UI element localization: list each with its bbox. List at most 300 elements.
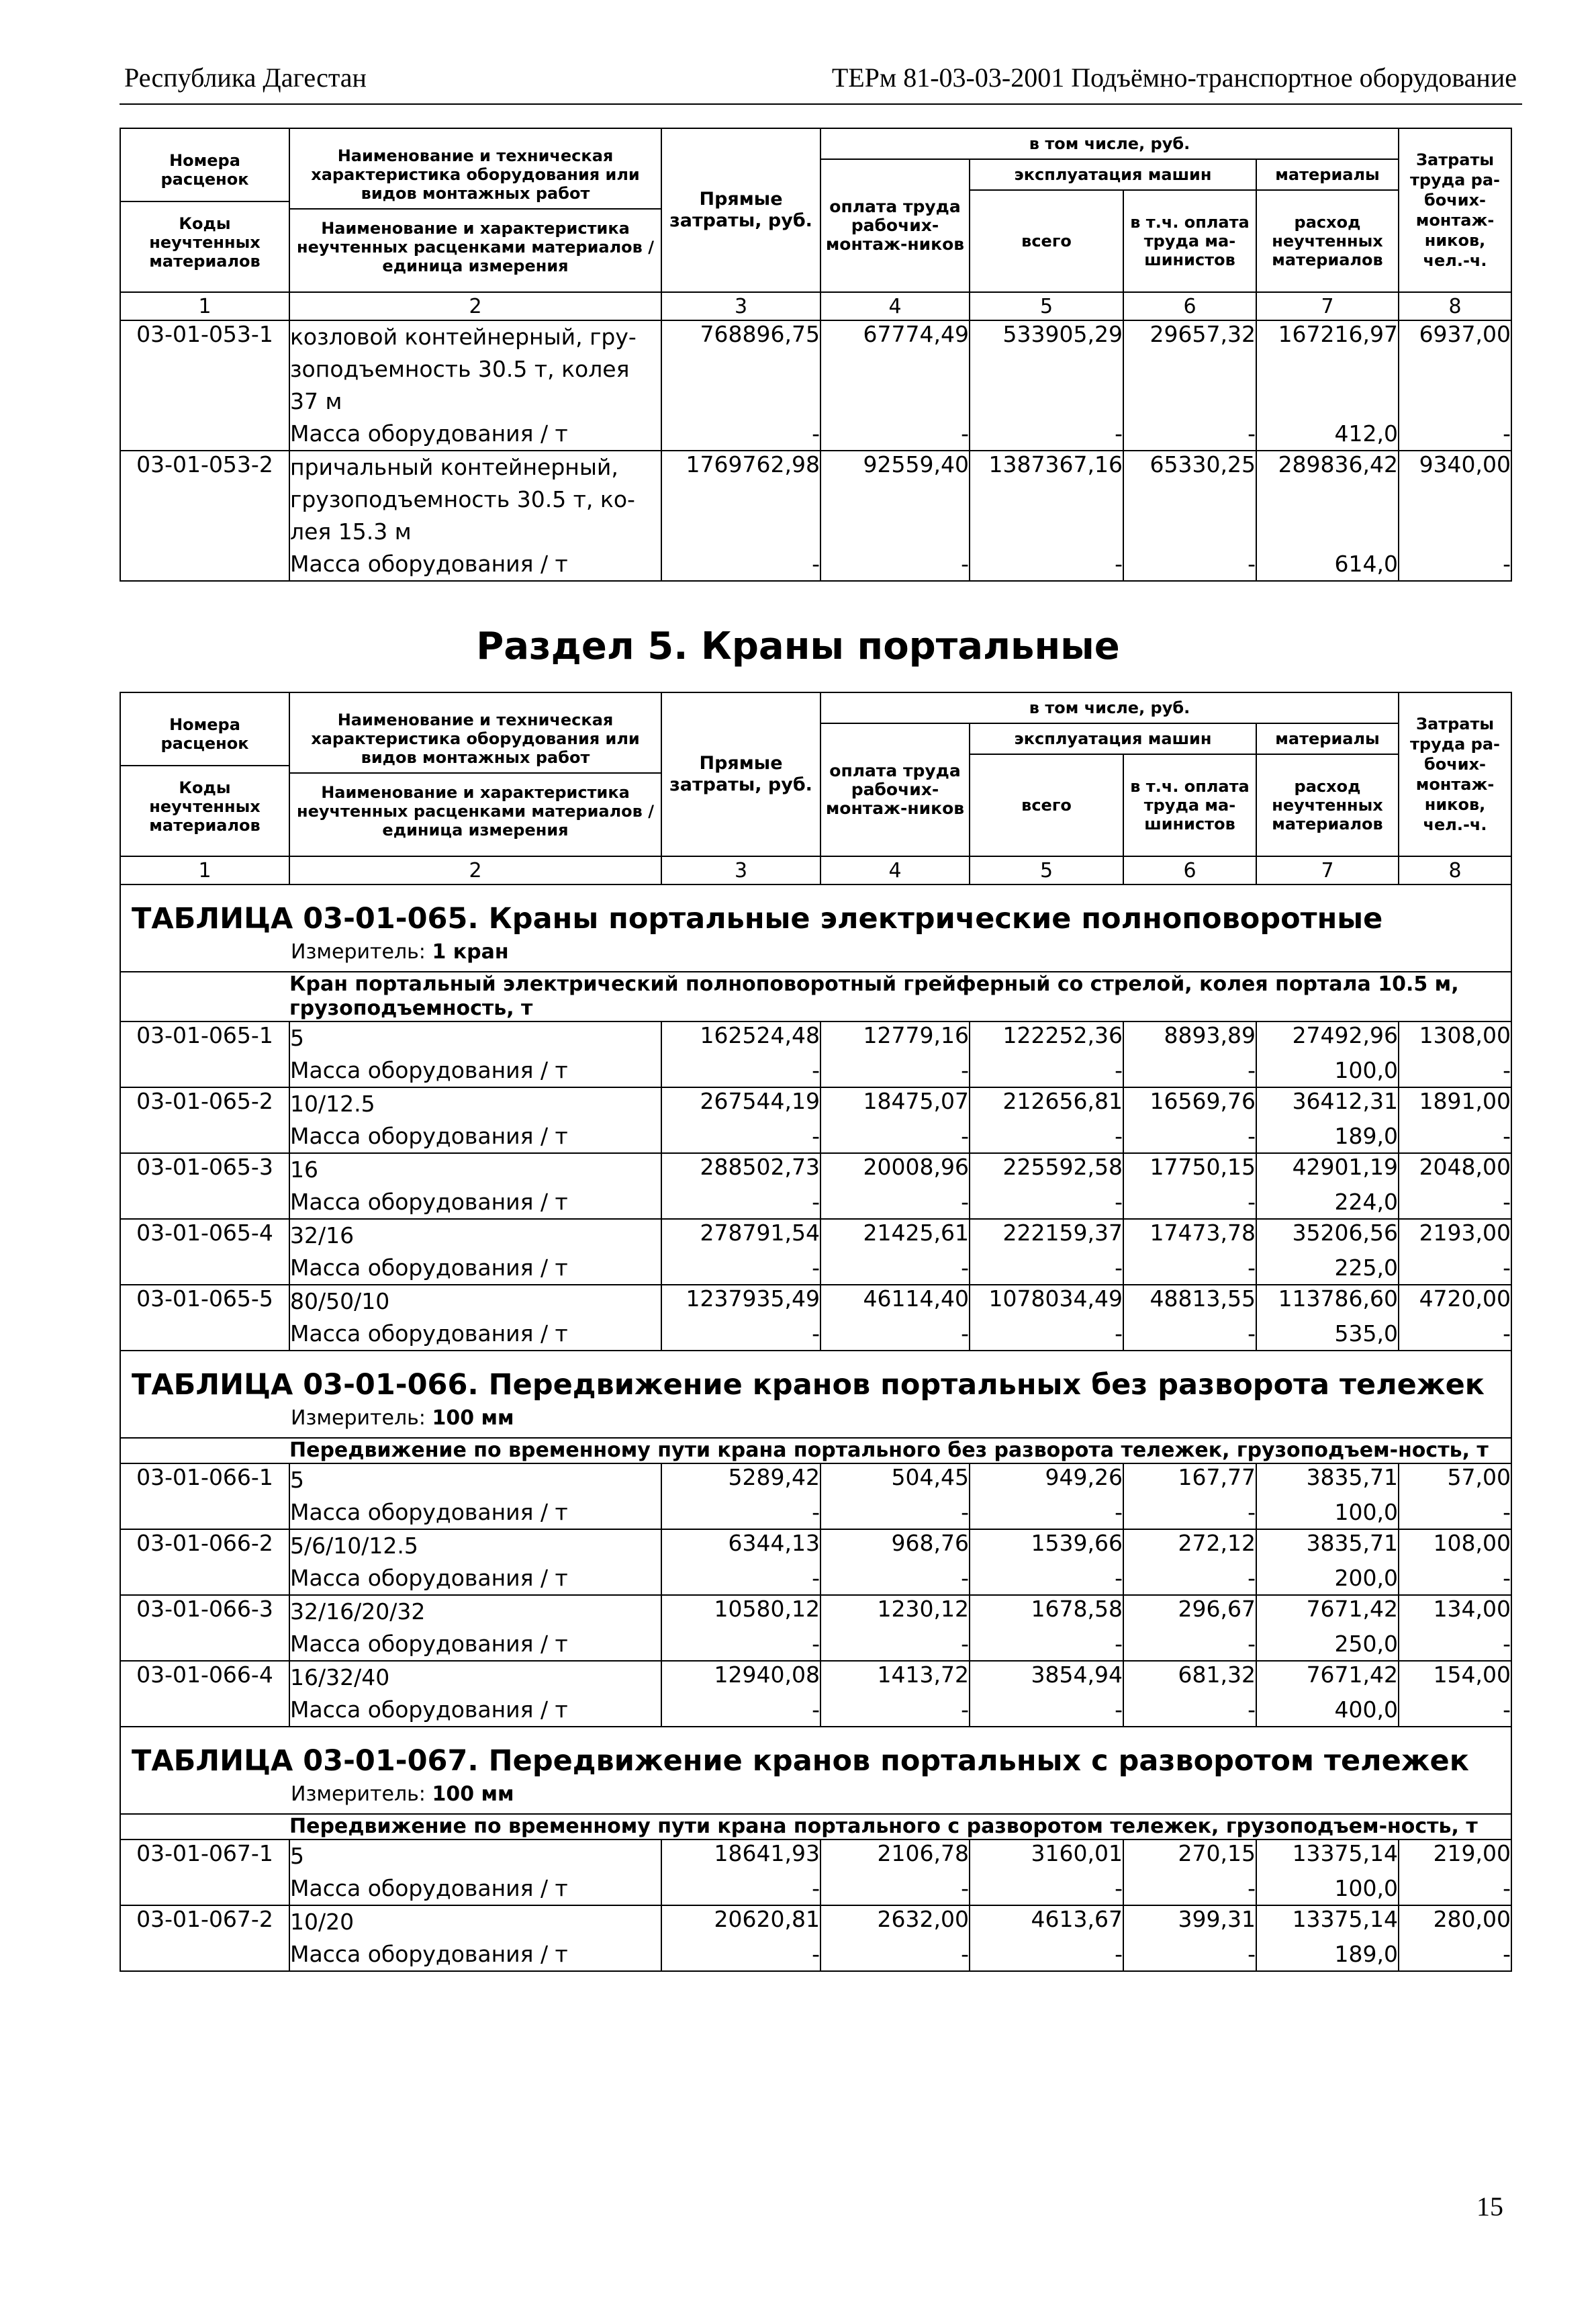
rate-value [970,1595,1123,1661]
header-name-top: Наименование и техническая характеристика оборудования или видов монтажных работ [311,146,640,203]
rate-value [661,1153,820,1219]
equipment-name: 5 [290,1025,304,1051]
table-title-row [120,1351,1511,1438]
mass-value: 400,0 [1334,1696,1399,1723]
mass-value: 535,0 [1334,1320,1399,1347]
rate-value [1256,1087,1399,1153]
mass-value: 189,0 [1334,1941,1399,1967]
rate-value [1256,1595,1399,1661]
rate-name [289,1021,661,1087]
mass-value: - [1248,1875,1256,1901]
rate-value [970,1153,1123,1219]
value: 3835,71 [1306,1464,1399,1490]
mass-label: Масса оборудования / т [290,1631,568,1657]
mass-value: - [1115,1057,1123,1083]
header-name [289,128,661,292]
value: 681,32 [1178,1662,1256,1688]
rate-value [1399,451,1511,581]
rate-row [120,1285,1511,1351]
mass-value: - [812,1255,820,1281]
mass-value: - [1115,551,1123,577]
rate-code: 03-01-066-2 [120,1529,289,1595]
table-title: ТАБЛИЦА 03-01-067. Передвижение кранов портальных с разворотом тележек [132,1744,1469,1778]
rate-value [1256,1661,1399,1727]
value: 289836,42 [1278,451,1399,478]
mass-value: - [1503,1255,1511,1281]
table-title-cell [120,884,1511,972]
unit-label: Измеритель: [291,940,426,964]
mass-value: - [1503,1696,1511,1723]
table-title-row [120,1727,1511,1814]
table-unit [291,938,1511,967]
mass-label: Масса оборудования / т [290,1499,568,1525]
rate-value [661,1839,820,1905]
mass-value: - [812,1941,820,1967]
header-machines: эксплуатация машин [970,723,1256,754]
value: 3835,71 [1306,1530,1399,1556]
mass-value: - [812,1875,820,1901]
column-number: 6 [1123,292,1256,320]
rate-value [1399,1905,1511,1971]
rate-value [970,1529,1123,1595]
value: 272,12 [1178,1530,1256,1556]
rate-value [1256,1529,1399,1595]
mass-value: - [1503,1057,1511,1083]
value: 42901,19 [1292,1154,1399,1180]
mass-value: 100,0 [1334,1499,1399,1525]
header-number-row [120,856,1511,884]
rate-value [1399,1839,1511,1905]
value: 222159,37 [1002,1220,1123,1246]
mass-value: - [961,1255,969,1281]
value: 154,00 [1433,1662,1511,1688]
table-title-row [120,884,1511,972]
rate-value [970,451,1123,581]
value: 162524,48 [700,1022,820,1048]
rate-row [120,1661,1511,1727]
rate-value [1256,451,1399,581]
header-materials-use: расход неучтенных материалов [1256,190,1399,292]
value: 768896,75 [700,321,820,347]
rate-value [1123,451,1256,581]
rate-value [970,1285,1123,1351]
rate-value [1399,1595,1511,1661]
unit-value: 100 мм [432,1782,514,1806]
value: 17750,15 [1149,1154,1256,1180]
mass-value: 614,0 [1334,551,1399,577]
rate-value [1123,1463,1256,1529]
mass-value: - [1115,1631,1123,1657]
value: 288502,73 [700,1154,820,1180]
rate-value [661,320,820,451]
mass-value: - [1115,420,1123,447]
header-row [120,128,1511,159]
equipment-name: 32/16/20/32 [290,1598,426,1625]
column-number: 6 [1123,856,1256,884]
value: 2632,00 [877,1906,969,1932]
rate-value [1256,320,1399,451]
rates-table-continued [120,128,1512,582]
column-number: 3 [661,856,820,884]
column-number: 3 [661,292,820,320]
header-materials-use: расход неучтенных материалов [1256,754,1399,856]
mass-value: - [961,1320,969,1347]
mass-value: - [1503,1941,1511,1967]
value: 21425,61 [863,1220,969,1246]
value: 167,77 [1178,1464,1256,1490]
rate-value [970,1839,1123,1905]
section-title: Раздел 5. Краны портальные [476,625,1120,668]
rate-value [1256,1153,1399,1219]
rate-value [820,1595,970,1661]
rate-value [820,1905,970,1971]
header-code [120,692,289,856]
value: 12940,08 [714,1662,820,1688]
rate-value [1123,1839,1256,1905]
equipment-name: 32/16 [290,1222,355,1248]
mass-value: - [1115,1875,1123,1901]
rate-code: 03-01-065-4 [120,1219,289,1285]
mass-value: - [1115,1696,1123,1723]
rate-name [289,1905,661,1971]
value: 167216,97 [1278,321,1399,347]
header-machines: эксплуатация машин [970,159,1256,190]
rate-code: 03-01-067-1 [120,1839,289,1905]
rate-value [1399,1463,1511,1529]
mass-value: 412,0 [1334,420,1399,447]
value: 1413,72 [877,1662,969,1688]
mass-value: - [1503,1189,1511,1215]
value: 13375,14 [1292,1906,1399,1932]
subtitle-spacer [120,1814,289,1839]
value: 20620,81 [714,1906,820,1932]
mass-value: - [812,1631,820,1657]
table-unit [291,1780,1511,1809]
mass-value: - [812,1123,820,1149]
value: 278791,54 [700,1220,820,1246]
equipment-name: 80/50/10 [290,1288,390,1314]
value: 67774,49 [863,321,969,347]
rate-value [1399,320,1511,451]
header-direct-costs: Прямые затраты, руб. [661,692,820,856]
mass-value: - [1503,1875,1511,1901]
header-row [120,692,1511,723]
rate-value [970,1021,1123,1087]
mass-value: - [1248,1057,1256,1083]
table-subtitle: Передвижение по временному пути крана портального без разворота тележек, грузоподъем-ность, т [289,1438,1511,1463]
mass-value: - [1115,1123,1123,1149]
mass-value: - [1115,1255,1123,1281]
mass-value: - [1248,1696,1256,1723]
header-name-bottom: Наименование и характеристика неучтенных расценками материалов / единица измерения [290,772,661,844]
rate-value [1399,1087,1511,1153]
rate-value [1123,1285,1256,1351]
column-number: 2 [289,856,661,884]
equipment-name: 5 [290,1843,304,1869]
value: 399,31 [1178,1906,1256,1932]
rate-name [289,1595,661,1661]
rate-value [1399,1219,1511,1285]
column-number: 4 [820,856,970,884]
mass-label: Масса оборудования / т [290,1875,568,1901]
value: 17473,78 [1149,1220,1256,1246]
value: 2048,00 [1419,1154,1511,1180]
table-title-cell [120,1351,1511,1438]
rate-value [661,1905,820,1971]
rate-name [289,1219,661,1285]
value: 5289,42 [728,1464,820,1490]
column-number: 1 [120,856,289,884]
mass-value: - [961,420,969,447]
mass-value: 200,0 [1334,1565,1399,1591]
value: 280,00 [1433,1906,1511,1932]
rate-value [820,1285,970,1351]
value: 7671,42 [1306,1596,1399,1622]
value: 2106,78 [877,1840,969,1866]
mass-value: - [1248,1941,1256,1967]
equipment-name: козловой контейнерный, гру-зоподъемность 30.5 т, колея 37 м [290,324,637,414]
column-number: 7 [1256,292,1399,320]
mass-value: - [812,551,820,577]
rate-value [661,451,820,581]
rate-value [820,1219,970,1285]
value: 46114,40 [863,1285,969,1312]
mass-value: 224,0 [1334,1189,1399,1215]
header-labor: Затраты труда ра-бочих-монтаж-ников, чел.-ч. [1399,692,1511,856]
rate-value [820,451,970,581]
mass-label: Масса оборудования / т [290,1565,568,1591]
mass-label: Масса оборудования / т [290,1189,568,1215]
value: 8893,89 [1164,1022,1256,1048]
rate-value [820,1661,970,1727]
rate-value [661,1021,820,1087]
header-name-bottom: Наименование и характеристика неучтенных расценками материалов / единица измерения [290,208,661,279]
rate-value [1399,1529,1511,1595]
mass-value: 100,0 [1334,1875,1399,1901]
value: 2193,00 [1419,1220,1511,1246]
equipment-name: 5 [290,1467,304,1493]
value: 949,26 [1045,1464,1123,1490]
unit-label: Измеритель: [291,1782,426,1806]
value: 6344,13 [728,1530,820,1556]
mass-value: - [1115,1941,1123,1967]
value: 27492,96 [1292,1022,1399,1048]
value: 267544,19 [700,1088,820,1114]
rate-value [1123,320,1256,451]
value: 92559,40 [863,451,969,478]
mass-value: - [961,1875,969,1901]
value: 4720,00 [1419,1285,1511,1312]
value: 296,67 [1178,1596,1256,1622]
rate-row [120,451,1511,581]
value: 29657,32 [1149,321,1256,347]
rate-row [120,1839,1511,1905]
rate-row [120,1463,1511,1529]
rate-name [289,1153,661,1219]
rate-row [120,1087,1511,1153]
value: 225592,58 [1002,1154,1123,1180]
value: 10580,12 [714,1596,820,1622]
value: 968,76 [891,1530,969,1556]
value: 122252,36 [1002,1022,1123,1048]
rate-value [970,1219,1123,1285]
mass-value: 250,0 [1334,1631,1399,1657]
rate-value [1123,1021,1256,1087]
mass-label: Масса оборудования / т [290,1123,568,1149]
mass-label: Масса оборудования / т [290,551,568,577]
table-subtitle-row [120,972,1511,1021]
value: 1769762,98 [686,451,820,478]
header-direct-costs: Прямые затраты, руб. [661,128,820,292]
table-subtitle-row [120,1814,1511,1839]
equipment-name: 10/20 [290,1909,355,1935]
mass-value: - [1248,551,1256,577]
value: 18475,07 [863,1088,969,1114]
mass-label: Масса оборудования / т [290,1941,568,1967]
value: 48813,55 [1149,1285,1256,1312]
running-header-document: ТЕРм 81-03-03-2001 Подъёмно-транспортное оборудование [831,62,1517,93]
rate-value [1123,1661,1256,1727]
table-title: ТАБЛИЦА 03-01-065. Краны портальные электрические полноповоротные [132,902,1383,936]
rate-code: 03-01-066-1 [120,1463,289,1529]
mass-value: - [1115,1320,1123,1347]
rate-name [289,451,661,581]
header-code-bottom: Коды неучтенных материалов [121,201,289,275]
rate-value [820,1529,970,1595]
rate-value [1123,1219,1256,1285]
value: 16569,76 [1149,1088,1256,1114]
mass-value: - [1503,551,1511,577]
rate-row [120,1529,1511,1595]
mass-value: - [1503,1320,1511,1347]
mass-value: - [1248,1631,1256,1657]
equipment-name: 16 [290,1156,318,1183]
value: 18641,93 [714,1840,820,1866]
mass-value: - [1248,1565,1256,1591]
value: 504,45 [891,1464,969,1490]
rate-value [1256,1463,1399,1529]
value: 1891,00 [1419,1088,1511,1114]
mass-value: - [961,1123,969,1149]
mass-value: - [961,1189,969,1215]
rate-value [1123,1087,1256,1153]
mass-value: - [1503,1565,1511,1591]
value: 1387367,16 [988,451,1123,478]
rate-value [1123,1529,1256,1595]
rate-value [1256,1285,1399,1351]
rate-row [120,1021,1511,1087]
unit-value: 1 кран [432,940,509,964]
mass-value: - [1248,1123,1256,1149]
value: 3160,01 [1031,1840,1123,1866]
mass-value: - [961,1631,969,1657]
column-number: 7 [1256,856,1399,884]
rate-code: 03-01-065-2 [120,1087,289,1153]
header-number-row [120,292,1511,320]
rate-value [1123,1905,1256,1971]
unit-label: Измеритель: [291,1406,426,1430]
rate-value [1256,1839,1399,1905]
value: 6937,00 [1419,321,1511,347]
column-number: 4 [820,292,970,320]
header-code-top: Номера расценок [160,151,249,189]
rate-name [289,1529,661,1595]
value: 1539,66 [1031,1530,1123,1556]
rate-value [1399,1153,1511,1219]
value: 270,15 [1178,1840,1256,1866]
mass-value: - [1503,1123,1511,1149]
header-materials: материалы [1256,159,1399,190]
rates-table-section-5 [120,692,1512,1972]
value: 36412,31 [1292,1088,1399,1114]
mass-value: - [812,1189,820,1215]
mass-value: - [1503,1631,1511,1657]
rate-name [289,1087,661,1153]
mass-value: - [961,1941,969,1967]
mass-value: - [1248,1189,1256,1215]
mass-value: - [1115,1499,1123,1525]
mass-label: Масса оборудования / т [290,1255,568,1281]
value: 134,00 [1433,1596,1511,1622]
rate-value [661,1595,820,1661]
header-materials: материалы [1256,723,1399,754]
mass-value: - [812,420,820,447]
value: 1078034,49 [988,1285,1123,1312]
value: 3854,94 [1031,1662,1123,1688]
equipment-name: 16/32/40 [290,1664,390,1690]
value: 212656,81 [1002,1088,1123,1114]
mass-value: - [1115,1189,1123,1215]
value: 9340,00 [1419,451,1511,478]
mass-value: - [812,1696,820,1723]
rate-code: 03-01-066-4 [120,1661,289,1727]
value: 219,00 [1433,1840,1511,1866]
rate-value [661,1285,820,1351]
rate-code: 03-01-065-1 [120,1021,289,1087]
value: 57,00 [1447,1464,1511,1490]
rate-code: 03-01-053-2 [120,451,289,581]
rate-value [1399,1285,1511,1351]
value: 1678,58 [1031,1596,1123,1622]
mass-value: - [812,1057,820,1083]
mass-value: - [961,551,969,577]
mass-value: - [1115,1565,1123,1591]
column-number: 1 [120,292,289,320]
rate-row [120,1153,1511,1219]
rate-value [1399,1021,1511,1087]
mass-value: - [961,1499,969,1525]
rate-value [820,1463,970,1529]
header-group-including: в том числе, руб. [820,128,1399,159]
mass-value: - [1248,420,1256,447]
value: 7671,42 [1306,1662,1399,1688]
header-labor: Затраты труда ра-бочих-монтаж-ников, чел.-ч. [1399,128,1511,292]
rate-value [970,320,1123,451]
running-header-region: Республика Дагестан [124,62,367,93]
value: 12779,16 [863,1022,969,1048]
table-title-cell [120,1727,1511,1814]
equipment-name: 10/12.5 [290,1091,375,1117]
rate-name [289,320,661,451]
header-group-including: в том числе, руб. [820,692,1399,723]
mass-value: - [812,1320,820,1347]
subtitle-spacer [120,972,289,1021]
header-code-top: Номера расценок [160,715,249,753]
header-name-top: Наименование и техническая характеристика оборудования или видов монтажных работ [311,711,640,767]
mass-label: Масса оборудования / т [290,1696,568,1723]
value: 1308,00 [1419,1022,1511,1048]
rate-value [1256,1905,1399,1971]
